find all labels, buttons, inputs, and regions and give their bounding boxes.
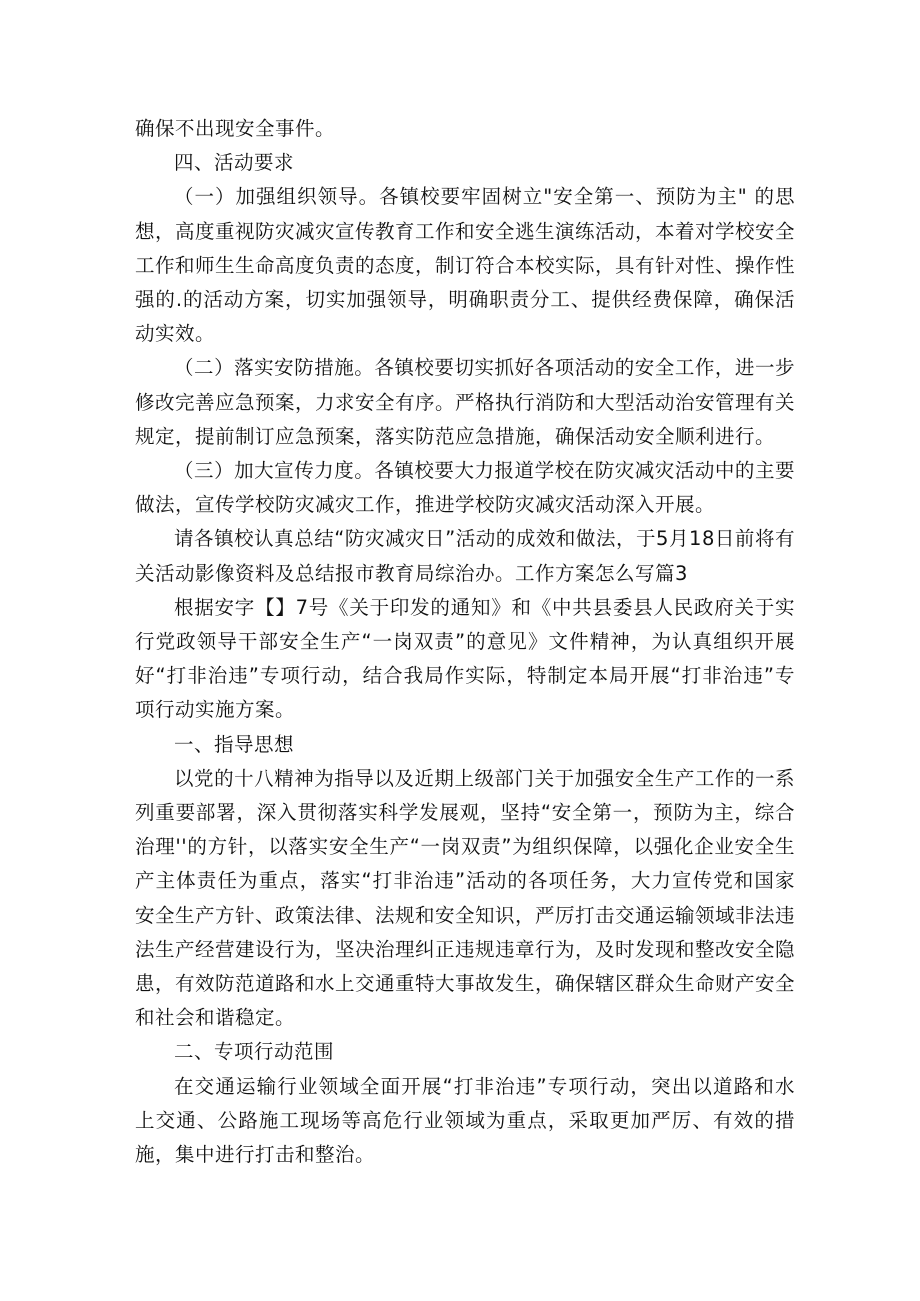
section-heading-requirements: 四、活动要求 (174, 151, 295, 175)
paragraph-organization: （一）加强组织领导。各镇校要牢固树立"安全第一、预防为主" 的思想，高度重视防灾减灾宣传教育工作和安全逃生演练活动，本着对学校安全工作和师生生命高度负责的态度，制订符合本校实际，具有针对性、操作性强的.的活动方案，切实加强领导，明确职责分工、提供经费保障，确保活动实效。 (135, 185, 796, 346)
paragraph-basis: 根据安字【】7号《关于印发的通知》和《中共县委县人民政府关于实行党政领导干部安全生产“一岗双责”的意见》文件精神，为认真组织开展好“打非治违”专项行动，结合我局作实际，特制定本局开展“打非治违”专项行动实施方案。 (135, 595, 795, 722)
paragraph-continuation: 确保不出现安全事件。 (135, 117, 336, 140)
paragraph-summary-request: 请各镇校认真总结“防灾减灾日”活动的成效和做法，于5月18日前将有关活动影像资料及总结报市教育局综治办。工作方案怎么写篇3 (135, 527, 795, 585)
paragraph-publicity: （三）加大宣传力度。各镇校要大力报道学校在防灾减灾活动中的主要做法，宣传学校防灾减灾工作，推进学校防灾减灾活动深入开展。 (135, 459, 795, 517)
paragraph-safety-measures: （二）落实安防措施。各镇校要切实抓好各项活动的安全工作，进一步修改完善应急预案，力求安全有序。严格执行消防和大型活动治安管理有关规定，提前制订应急预案，落实防范应急措施，确保活动安全顺利进行。 (135, 356, 796, 448)
paragraph-scope: 在交通运输行业领域全面开展“打非治违”专项行动，突出以道路和水上交通、公路施工现场等高危行业领域为重点，采取更加严厉、有效的措施，集中进行打击和整治。 (135, 1074, 795, 1167)
section-heading-guiding-ideology: 一、指导思想 (174, 732, 295, 756)
document-body (135, 112, 795, 1172)
section-heading-scope: 二、专项行动范围 (174, 1040, 335, 1064)
paragraph-guiding-ideology: 以党的十八精神为指导以及近期上级部门关于加强安全生产工作的一系列重要部署，深入贯彻落实科学发展观，坚持“安全第一，预防为主，综合治理''的方针，以落实安全生产“一岗双责”为组织保障，以强化企业安全生产主体责任为重点，落实“打非治违”活动的各项任务，大力宣传党和国家安全生产方针、政策法律、法规和安全知识，严厉打击交通运输领域非法违法生产经营建设行为，坚决治理纠正违规违章行为，及时发现和整改安全隐患，有效防范道路和水上交通重特大事故发生，确保辖区群众生命财产安全和社会和谐稳定。 (135, 766, 796, 1030)
